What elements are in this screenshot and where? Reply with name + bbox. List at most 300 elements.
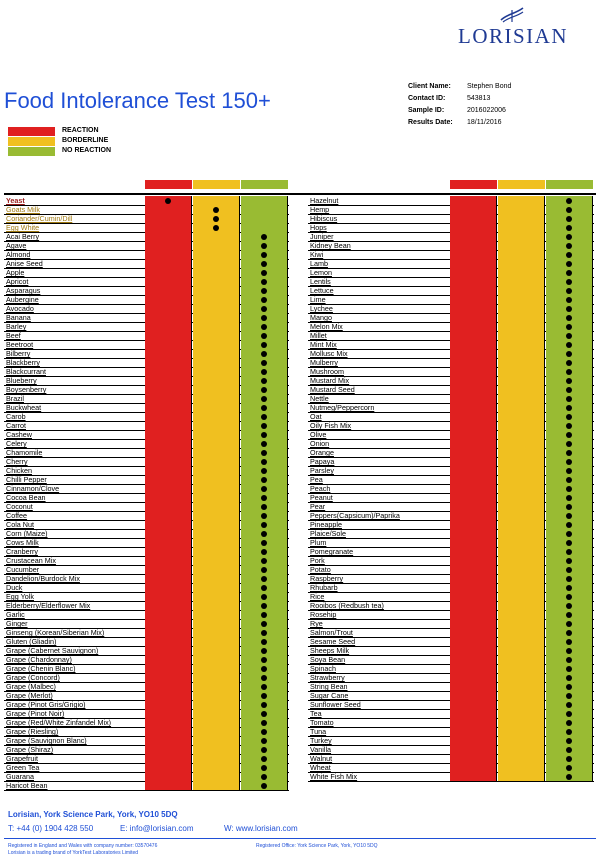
result-dot-icon <box>566 684 572 690</box>
result-dot-icon <box>261 774 267 780</box>
food-row <box>4 511 290 520</box>
result-dot-icon <box>566 243 572 249</box>
result-dot-icon <box>213 216 219 222</box>
food-row <box>308 277 595 286</box>
food-row <box>4 385 290 394</box>
result-dot-icon <box>261 657 267 663</box>
food-name: Peppers(Capsicum)/Paprika <box>310 511 400 520</box>
food-name: Avocado <box>6 304 34 313</box>
food-name: Cinnamon/Clove <box>6 484 60 493</box>
food-name: Green Tea <box>6 763 40 772</box>
result-dot-icon <box>261 702 267 708</box>
food-name: Crustacean Mix <box>6 556 56 565</box>
food-name: Goats Milk <box>6 205 40 214</box>
result-dot-icon <box>261 432 267 438</box>
legend-label-reaction: REACTION <box>62 127 99 134</box>
food-row <box>4 628 290 637</box>
food-name: Kiwi <box>310 250 324 259</box>
food-name: Pear <box>310 502 326 511</box>
food-row <box>308 664 595 673</box>
result-dot-icon <box>261 486 267 492</box>
food-name: Vanilla <box>310 745 332 754</box>
food-name: Nettle <box>310 394 329 403</box>
food-name: Chicken <box>6 466 32 475</box>
food-row <box>308 547 595 556</box>
food-row <box>308 448 595 457</box>
legend-item-no-reaction <box>8 147 168 156</box>
result-dot-icon <box>261 243 267 249</box>
result-dot-icon <box>566 234 572 240</box>
food-name: Cranberry <box>6 547 38 556</box>
food-row <box>308 376 595 385</box>
result-dot-icon <box>261 585 267 591</box>
food-row <box>4 349 290 358</box>
food-row <box>4 727 290 736</box>
food-row <box>308 655 595 664</box>
result-dot-icon <box>566 216 572 222</box>
footer-registration: Registered in England and Wales with company number: 03570476 <box>8 843 158 849</box>
food-name: Orange <box>310 448 334 457</box>
food-row <box>308 610 595 619</box>
result-dot-icon <box>566 279 572 285</box>
result-dot-icon <box>261 594 267 600</box>
result-dot-icon <box>261 711 267 717</box>
food-row <box>308 196 595 205</box>
result-dot-icon <box>261 405 267 411</box>
result-dot-icon <box>566 486 572 492</box>
result-dot-icon <box>261 675 267 681</box>
food-row <box>308 394 595 403</box>
result-dot-icon <box>261 288 267 294</box>
result-dot-icon <box>566 441 572 447</box>
brand-logo <box>438 6 588 46</box>
food-row <box>4 196 290 205</box>
food-row <box>308 574 595 583</box>
result-dot-icon <box>566 576 572 582</box>
food-row <box>4 655 290 664</box>
food-name: Pork <box>310 556 325 565</box>
result-dot-icon <box>261 630 267 636</box>
food-name: Sesame Seed <box>310 637 356 646</box>
result-dot-icon <box>261 387 267 393</box>
result-dot-icon <box>261 360 267 366</box>
contact-id-value: 543813 <box>467 95 491 102</box>
result-dot-icon <box>261 450 267 456</box>
food-name: Kidney Bean <box>310 241 351 250</box>
food-row <box>308 646 595 655</box>
result-dot-icon <box>261 720 267 726</box>
food-name: Banana <box>6 313 31 322</box>
food-name: Oily Fish Mix <box>310 421 352 430</box>
food-name: Strawberry <box>310 673 345 682</box>
results-date-row <box>408 119 598 131</box>
result-dot-icon <box>566 297 572 303</box>
food-row <box>4 547 290 556</box>
food-row <box>4 430 290 439</box>
food-row <box>308 538 595 547</box>
food-name: Blueberry <box>6 376 37 385</box>
food-name: Mint Mix <box>310 340 337 349</box>
result-dot-icon <box>566 639 572 645</box>
result-dot-icon <box>261 342 267 348</box>
food-row <box>4 331 290 340</box>
food-row <box>4 673 290 682</box>
result-dot-icon <box>566 369 572 375</box>
food-name: Grape (Shiraz) <box>6 745 54 754</box>
food-row <box>4 781 290 790</box>
food-name: Beef <box>6 331 21 340</box>
food-row <box>308 412 595 421</box>
food-row <box>308 268 595 277</box>
result-dot-icon <box>261 333 267 339</box>
food-row <box>4 340 290 349</box>
legend-item-reaction <box>8 127 168 136</box>
footer-email[interactable]: E: info@lorisian.com <box>120 824 194 833</box>
result-dot-icon <box>261 369 267 375</box>
food-row <box>4 520 290 529</box>
food-row <box>4 475 290 484</box>
food-row <box>308 385 595 394</box>
food-name: Pineapple <box>310 520 342 529</box>
food-name: Mushroom <box>310 367 344 376</box>
food-row <box>4 313 290 322</box>
result-dot-icon <box>261 279 267 285</box>
result-dot-icon <box>566 567 572 573</box>
result-dot-icon <box>261 234 267 240</box>
result-dot-icon <box>566 378 572 384</box>
food-row <box>4 457 290 466</box>
food-name: White Fish Mix <box>310 772 358 781</box>
result-dot-icon <box>261 441 267 447</box>
food-name: Rhubarb <box>310 583 338 592</box>
food-name: Rye <box>310 619 323 628</box>
food-name: Tuna <box>310 727 327 736</box>
result-dot-icon <box>566 666 572 672</box>
food-name: Juniper <box>310 232 334 241</box>
food-name: Hazelnut <box>310 196 339 205</box>
food-name: Egg Yolk <box>6 592 34 601</box>
food-row <box>308 340 595 349</box>
result-dot-icon <box>261 612 267 618</box>
food-row <box>4 448 290 457</box>
food-name: Barley <box>6 322 27 331</box>
food-name: Yeast <box>6 196 25 205</box>
food-row <box>4 412 290 421</box>
result-dot-icon <box>261 351 267 357</box>
food-row <box>308 673 595 682</box>
food-name: Cows Milk <box>6 538 39 547</box>
result-dot-icon <box>566 261 572 267</box>
results-table-right <box>308 196 595 781</box>
food-row <box>4 223 290 232</box>
food-name: Grapefruit <box>6 754 38 763</box>
result-dot-icon <box>566 558 572 564</box>
food-row <box>308 619 595 628</box>
food-row <box>4 250 290 259</box>
food-name: Lentils <box>310 277 331 286</box>
food-name: Grape (Red/White Zinfandel Mix) <box>6 718 112 727</box>
result-dot-icon <box>261 252 267 258</box>
logo-text: LORISIAN <box>458 24 568 48</box>
food-name: String Bean <box>310 682 348 691</box>
result-dot-icon <box>566 594 572 600</box>
food-name: Grape (Merlot) <box>6 691 53 700</box>
food-name: Duck <box>6 583 23 592</box>
result-dot-icon <box>261 666 267 672</box>
result-dot-icon <box>261 621 267 627</box>
food-name: Corn (Maize) <box>6 529 48 538</box>
food-row <box>308 763 595 772</box>
result-dot-icon <box>566 774 572 780</box>
food-name: Blackberry <box>6 358 40 367</box>
result-dot-icon <box>566 396 572 402</box>
food-name: Onion <box>310 439 330 448</box>
food-name: Hemp <box>310 205 330 214</box>
result-dot-icon <box>566 432 572 438</box>
food-name: Peach <box>310 484 331 493</box>
food-name: Oat <box>310 412 322 421</box>
food-row <box>308 349 595 358</box>
result-dot-icon <box>566 657 572 663</box>
food-row <box>308 241 595 250</box>
food-name: Elderberry/Elderflower Mix <box>6 601 91 610</box>
result-dot-icon <box>566 207 572 213</box>
food-row <box>4 529 290 538</box>
result-dot-icon <box>566 621 572 627</box>
food-name: Grape (Cabernet Sauvignon) <box>6 646 99 655</box>
food-name: Asparagus <box>6 286 41 295</box>
food-row <box>4 358 290 367</box>
food-row <box>4 367 290 376</box>
row-divider <box>308 781 594 782</box>
food-row <box>4 493 290 502</box>
result-dot-icon <box>566 720 572 726</box>
food-row <box>4 376 290 385</box>
food-name: Apricot <box>6 277 29 286</box>
food-name: Lamb <box>310 259 328 268</box>
sample-id-value: 2016022006 <box>467 107 506 114</box>
result-dot-icon <box>566 540 572 546</box>
result-dot-icon <box>566 252 572 258</box>
food-row <box>308 529 595 538</box>
food-row <box>4 268 290 277</box>
result-dot-icon <box>566 747 572 753</box>
food-row <box>4 259 290 268</box>
footer-website[interactable]: W: www.lorisian.com <box>224 824 298 833</box>
food-name: Grape (Malbec) <box>6 682 56 691</box>
result-dot-icon <box>261 684 267 690</box>
result-dot-icon <box>566 495 572 501</box>
food-name: Haricot Bean <box>6 781 48 790</box>
legend-swatch-no-reaction <box>8 147 55 156</box>
result-dot-icon <box>261 693 267 699</box>
result-dot-icon <box>261 468 267 474</box>
food-name: Ginseng (Korean/Siberian Mix) <box>6 628 105 637</box>
food-name: Carrot <box>6 421 26 430</box>
food-name: Lettuce <box>310 286 334 295</box>
food-name: Grape (Pinot Gris/Grigio) <box>6 700 86 709</box>
result-dot-icon <box>566 324 572 330</box>
food-row <box>4 421 290 430</box>
food-name: Lemon <box>310 268 332 277</box>
food-name: Hops <box>310 223 327 232</box>
result-dot-icon <box>261 495 267 501</box>
result-dot-icon <box>566 765 572 771</box>
food-name: Egg White <box>6 223 40 232</box>
food-name: Cherry <box>6 457 28 466</box>
result-dot-icon <box>566 756 572 762</box>
result-dot-icon <box>261 270 267 276</box>
food-row <box>4 592 290 601</box>
legend-label-borderline: BORDERLINE <box>62 137 109 144</box>
food-row <box>308 691 595 700</box>
food-name: Apple <box>6 268 25 277</box>
food-row <box>4 403 290 412</box>
food-row <box>308 475 595 484</box>
food-row <box>308 745 595 754</box>
food-name: Grape (Riesling) <box>6 727 59 736</box>
result-dot-icon <box>261 648 267 654</box>
food-row <box>4 286 290 295</box>
food-name: Potato <box>310 565 331 574</box>
food-row <box>308 331 595 340</box>
result-dot-icon <box>566 387 572 393</box>
food-name: Chamomile <box>6 448 43 457</box>
result-dot-icon <box>261 729 267 735</box>
food-row <box>4 583 290 592</box>
food-row <box>4 619 290 628</box>
food-name: Guarana <box>6 772 34 781</box>
result-dot-icon <box>566 459 572 465</box>
food-row <box>308 718 595 727</box>
food-name: Cashew <box>6 430 32 439</box>
right-header-no-reaction <box>546 180 593 189</box>
food-row <box>308 232 595 241</box>
result-dot-icon <box>566 351 572 357</box>
food-row <box>4 736 290 745</box>
result-dot-icon <box>213 225 219 231</box>
food-row <box>4 718 290 727</box>
food-name: Tea <box>310 709 322 718</box>
food-name: Agave <box>6 241 27 250</box>
result-dot-icon <box>261 765 267 771</box>
contact-id-row <box>408 95 598 107</box>
result-dot-icon <box>261 396 267 402</box>
food-name: Sugar Cane <box>310 691 349 700</box>
food-row <box>308 214 595 223</box>
food-row <box>308 250 595 259</box>
food-name: Rice <box>310 592 325 601</box>
food-name: Grape (Chenin Blanc) <box>6 664 76 673</box>
food-name: Mulberry <box>310 358 338 367</box>
food-row <box>4 214 290 223</box>
food-name: Cucumber <box>6 565 40 574</box>
result-dot-icon <box>261 747 267 753</box>
food-row <box>308 313 595 322</box>
result-dot-icon <box>261 603 267 609</box>
food-row <box>4 439 290 448</box>
sample-id-row <box>408 107 598 119</box>
food-name: Peanut <box>310 493 333 502</box>
result-dot-icon <box>566 333 572 339</box>
food-name: Soya Bean <box>310 655 346 664</box>
food-row <box>4 601 290 610</box>
food-name: Salmon/Trout <box>310 628 353 637</box>
food-name: Lime <box>310 295 326 304</box>
food-name: Plaice/Sole <box>310 529 346 538</box>
food-row <box>308 700 595 709</box>
food-row <box>308 421 595 430</box>
footer-company: Lorisian, York Science Park, York, YO10 5DQ <box>8 810 178 819</box>
results-table-left <box>4 196 290 790</box>
result-dot-icon <box>566 198 572 204</box>
result-dot-icon <box>566 288 572 294</box>
result-dot-icon <box>566 423 572 429</box>
food-name: Sunflower Seed <box>310 700 361 709</box>
food-row <box>4 394 290 403</box>
result-dot-icon <box>566 405 572 411</box>
right-header-borderline <box>498 180 545 189</box>
food-name: Bilberry <box>6 349 31 358</box>
food-name: Carob <box>6 412 26 421</box>
food-row <box>4 295 290 304</box>
food-name: Mango <box>310 313 332 322</box>
food-name: Turkey <box>310 736 332 745</box>
result-dot-icon <box>566 477 572 483</box>
food-name: Wheat <box>310 763 331 772</box>
result-dot-icon <box>566 729 572 735</box>
food-row <box>308 736 595 745</box>
food-name: Walnut <box>310 754 333 763</box>
result-dot-icon <box>261 558 267 564</box>
result-dot-icon <box>261 315 267 321</box>
food-name: Beetroot <box>6 340 34 349</box>
food-name: Dandelion/Burdock Mix <box>6 574 80 583</box>
food-name: Rosehip <box>310 610 337 619</box>
result-dot-icon <box>566 531 572 537</box>
food-row <box>4 772 290 781</box>
result-dot-icon <box>261 504 267 510</box>
result-dot-icon <box>566 630 572 636</box>
result-dot-icon <box>566 315 572 321</box>
table-top-rule <box>4 193 596 195</box>
result-dot-icon <box>261 522 267 528</box>
result-dot-icon <box>566 522 572 528</box>
food-row <box>308 502 595 511</box>
food-row <box>308 772 595 781</box>
logo-flag-icon <box>499 6 525 24</box>
food-row <box>4 700 290 709</box>
result-dot-icon <box>261 324 267 330</box>
food-row <box>308 583 595 592</box>
food-row <box>4 205 290 214</box>
result-dot-icon <box>566 513 572 519</box>
food-name: Ginger <box>6 619 28 628</box>
food-row <box>4 646 290 655</box>
legend-item-borderline <box>8 137 168 146</box>
food-row <box>308 556 595 565</box>
result-dot-icon <box>566 648 572 654</box>
food-name: Acai Berry <box>6 232 40 241</box>
food-name: Celery <box>6 439 27 448</box>
food-name: Cola Nut <box>6 520 34 529</box>
food-row <box>308 358 595 367</box>
food-row <box>4 682 290 691</box>
food-row <box>308 709 595 718</box>
result-dot-icon <box>261 576 267 582</box>
food-name: Garlic <box>6 610 25 619</box>
food-row <box>308 223 595 232</box>
